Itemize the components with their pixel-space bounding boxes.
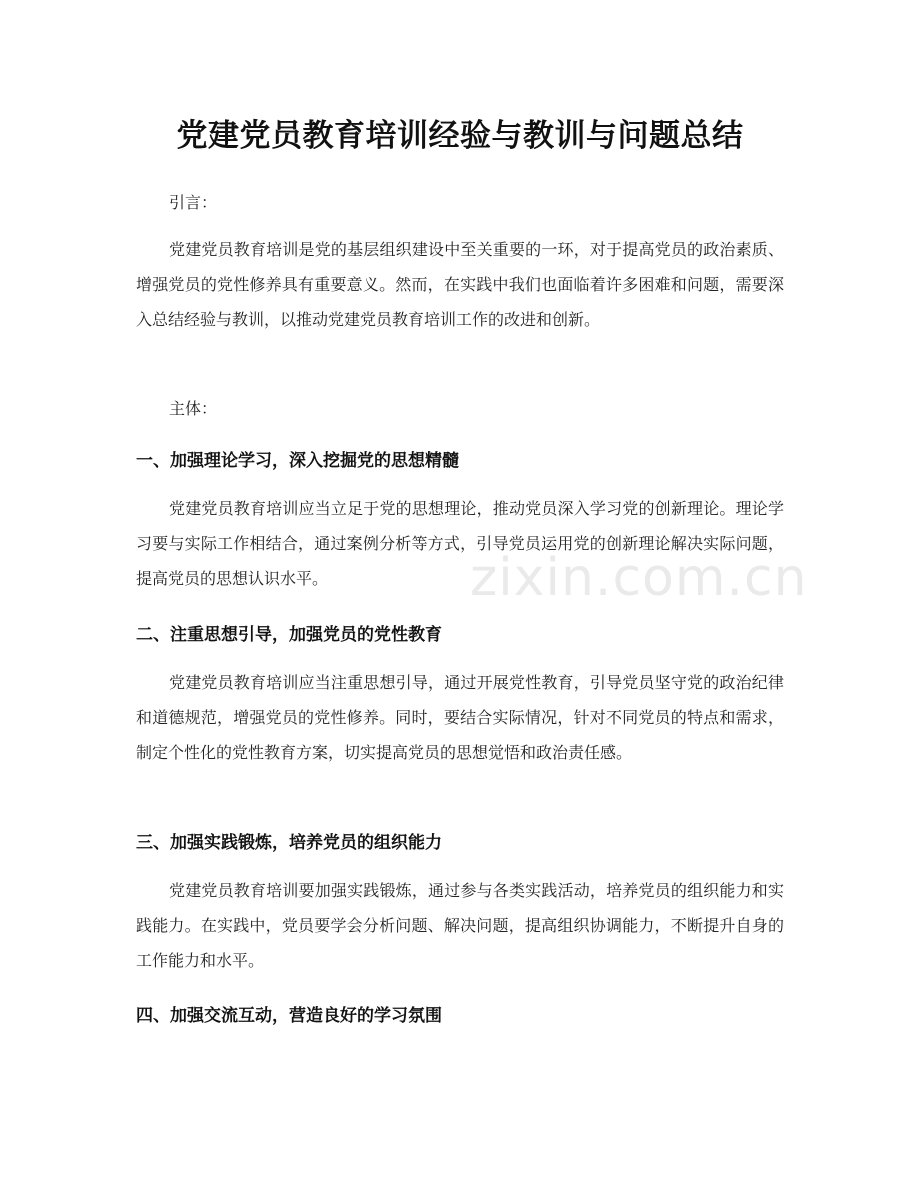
body-label: 主体：	[169, 399, 218, 418]
section-heading-2: 二、注重思想引导，加强党员的党性教育	[136, 625, 442, 645]
section-paragraph-3: 党建党员教育培训要加强实践锻炼，通过参与各类实践活动，培养党员的组织能力和实践能力。在实践中，党员要学会分析问题、解决问题，提高组织协调能力，不断提升自身的工作能力和水平。	[136, 881, 784, 970]
section-heading-1: 一、加强理论学习，深入挖掘党的思想精髓	[136, 451, 459, 471]
section-heading-4: 四、加强交流互动，营造良好的学习氛围	[136, 1006, 442, 1026]
watermark: zixin.com.cn	[470, 548, 808, 608]
intro-label: 引言：	[169, 193, 218, 212]
section-paragraph-1: 党建党员教育培训应当立足于党的思想理论，推动党员深入学习党的创新理论。理论学习要与实际工作相结合，通过案例分析等方式，引导党员运用党的创新理论解决实际问题，提高党员的思想认识水平。	[136, 499, 784, 588]
intro-paragraph: 党建党员教育培训是党的基层组织建设中至关重要的一环，对于提高党员的政治素质、增强党员的党性修养具有重要意义。然而，在实践中我们也面临着许多困难和问题，需要深入总结经验与教训，以推动党建党员教育培训工作的改进和创新。	[136, 240, 784, 329]
section-heading-3: 三、加强实践锻炼，培养党员的组织能力	[136, 833, 442, 853]
page-title: 党建党员教育培训经验与教训与问题总结	[176, 118, 744, 154]
section-paragraph-2: 党建党员教育培训应当注重思想引导，通过开展党性教育，引导党员坚守党的政治纪律和道德规范，增强党员的党性修养。同时，要结合实际情况，针对不同党员的特点和需求，制定个性化的党性教育方案，切实提高党员的思想觉悟和政治责任感。	[136, 673, 784, 762]
